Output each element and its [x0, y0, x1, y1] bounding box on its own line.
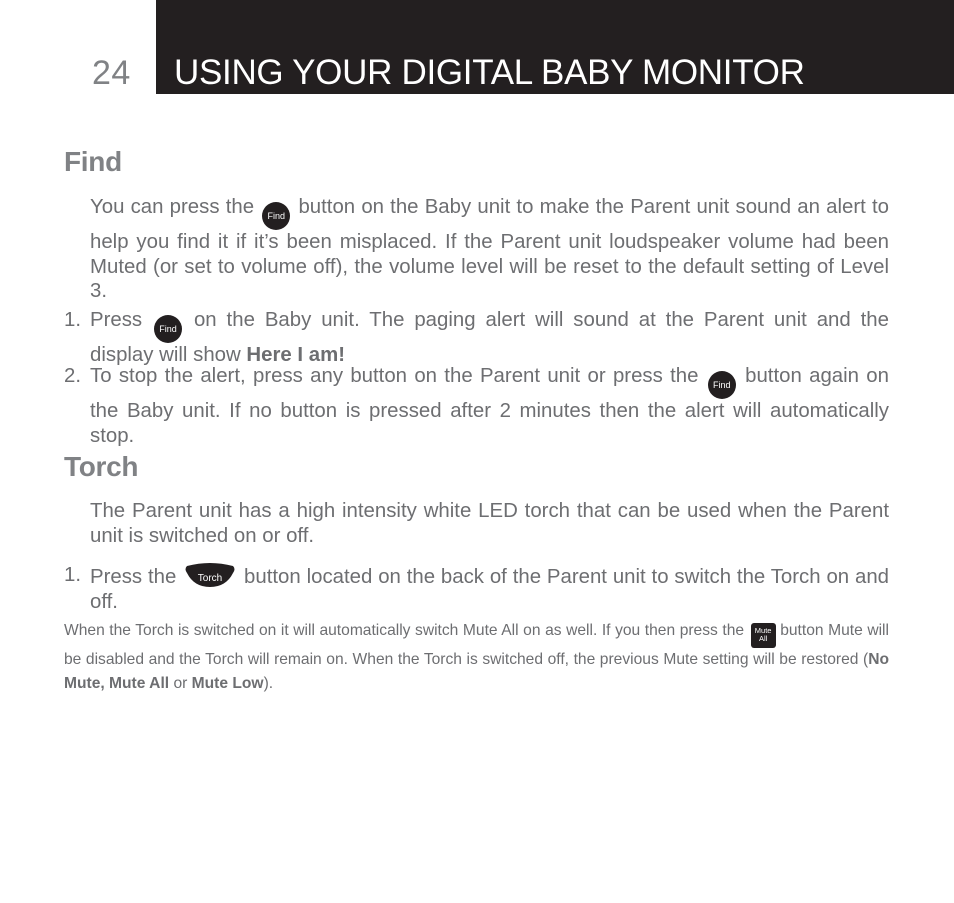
page-title: USING YOUR DIGITAL BABY MONITOR — [174, 53, 805, 92]
torch-note-end: ). — [263, 675, 274, 692]
find-step-1 — [64, 308, 889, 368]
find-step-1-text-b: on the Baby unit. The paging alert will sound at the Parent unit and the display will show — [90, 309, 889, 366]
list-number: 2. — [64, 365, 82, 387]
mute-all-button-icon — [751, 623, 776, 648]
find-step-1-bold: Here I am! — [246, 344, 346, 366]
find-intro-text-1: You can press the — [90, 196, 255, 218]
list-number: 1. — [64, 564, 82, 586]
mute-icon-line2: All — [758, 634, 768, 643]
page-number: 24 — [92, 54, 131, 92]
torch-intro: The Parent unit has a high intensity white LED torch that can be used when the Parent unit is switched on or off. — [90, 500, 889, 547]
torch-note-or: or — [173, 675, 188, 692]
torch-step-1 — [64, 563, 889, 614]
torch-step-1-text-b: button located on the back of the Parent unit to switch the Torch on and off. — [90, 566, 889, 613]
find-intro-text-2: button on the Baby unit to make the Parent unit sound an alert to help you find it if it’s been misplaced. If the Parent unit loudspeaker volume had been Muted (or set to volume off), the volume level will be reset to the default setting of Level 3. — [90, 196, 889, 302]
find-button-icon: Find — [262, 202, 290, 230]
torch-note-bold-1: No Mute, Mute All — [64, 650, 889, 692]
find-intro — [90, 195, 889, 304]
torch-note-bold-2: Mute Low — [191, 675, 264, 692]
find-button-icon: Find — [154, 315, 182, 343]
find-step-2-text-b: button again on the Baby unit. If no button is pressed after 2 minutes then the alert will automatically stop. — [90, 365, 889, 447]
torch-heading: Torch — [64, 451, 139, 482]
mute-icon-line1: Mute — [754, 625, 772, 635]
find-step-2 — [64, 364, 889, 448]
list-number: 1. — [64, 309, 82, 331]
torch-step-1-text-a: Press the — [90, 566, 177, 588]
torch-note-text-b: button Mute will be disabled and the Torch will remain on. When the Torch is switched off, the previous Mute setting will be restored ( — [64, 622, 889, 668]
find-step-1-text-a: Press — [90, 309, 143, 331]
torch-note-text-a: When the Torch is switched on it will automatically switch Mute All on as well. If you then press the — [64, 622, 745, 639]
find-heading: Find — [64, 146, 122, 177]
torch-icon-label: Torch — [197, 573, 223, 584]
find-button-icon: Find — [708, 371, 736, 399]
torch-note — [64, 619, 889, 697]
torch-button-icon — [184, 563, 236, 589]
find-step-2-text-a: To stop the alert, press any button on the Parent unit or press the — [90, 365, 699, 387]
